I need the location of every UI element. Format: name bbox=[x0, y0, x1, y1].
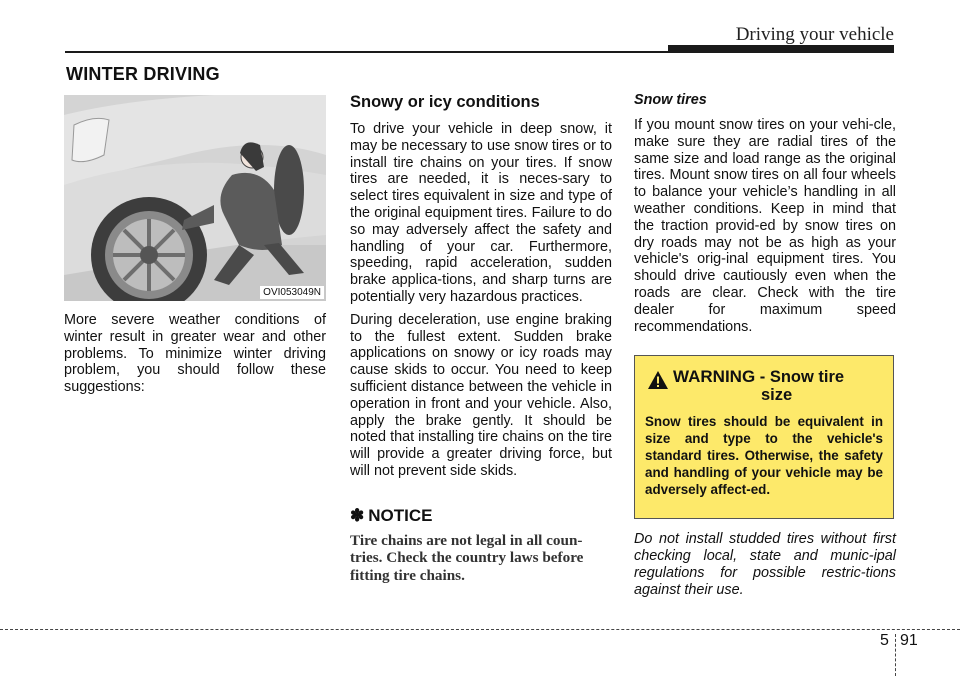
image-code-label: OVI053049N bbox=[260, 286, 324, 299]
column-left bbox=[64, 95, 326, 396]
running-header-title: Driving your vehicle bbox=[735, 24, 894, 45]
warning-label: WARNING bbox=[673, 367, 756, 387]
notice-label: NOTICE bbox=[368, 505, 433, 525]
warning-triangle-icon bbox=[647, 370, 669, 390]
footer-divider bbox=[895, 634, 897, 676]
tire-chain-illustration bbox=[64, 95, 326, 301]
snow-tires-paragraph: If you mount snow tires on your vehi-cle, make sure they are radial tires of the same size and load range as the original tires. Mount snow tires on all four wheels to balance your vehicle’s handling in all weather conditions. Keep in mind that the traction provid-ed by snow tires on dry roads may not be as high as your vehicle's orig-inal equipment tires. You should drive cautiously even when the roads are clear. Check with the tire dealer for maximum speed recommendations. bbox=[634, 117, 896, 335]
snowy-icy-paragraph-1: To drive your vehicle in deep snow, it may be necessary to use snow tires or to install tire chains on your tires. If snow tires are needed, it is neces-sary to select tires equivalent in size and type of the original equipment tires. Failure to do so may adversely affect the safety and handling of your car. Furthermore, speeding, rapid acceleration, sudden brake applica-tions, and sharp turns are potentially very hazardous practices. bbox=[350, 121, 612, 305]
warning-header bbox=[645, 368, 883, 404]
column-middle bbox=[350, 93, 612, 584]
warning-subject-line-1: - Snow tire bbox=[759, 368, 845, 387]
column-right bbox=[634, 92, 896, 599]
warning-text: Snow tires should be equivalent in size and type to the vehicle's standard tires. Otherwise, the safety and handling of your vehicle may be adversely affect-ed. bbox=[645, 414, 883, 498]
notice-heading bbox=[350, 506, 612, 526]
footer-rule bbox=[0, 629, 960, 630]
warning-subject-line-2: size bbox=[760, 386, 793, 405]
header-rule bbox=[65, 51, 670, 53]
header-rule-bar bbox=[668, 45, 894, 53]
warning-title bbox=[673, 368, 844, 404]
page-number: 91 bbox=[900, 632, 918, 649]
asterisk-icon: ✽ bbox=[350, 505, 365, 525]
studded-tires-note: Do not install studded tires without first checking local, state and munic-ipal regulations for possible restric-tions against their use. bbox=[634, 531, 896, 598]
snowy-icy-heading: Snowy or icy conditions bbox=[350, 93, 540, 111]
snowy-icy-paragraph-2: During deceleration, use engine braking to the fullest extent. Sudden brake applications on snowy or icy roads may cause skids to occur. You need to keep sufficient distance between the vehicle in operation in front and your vehicle. Also, apply the brake gently. It should be noted that installing tire chains on the tire will provide a greater driving force, but will not prevent side skids. bbox=[350, 311, 612, 479]
intro-paragraph: More severe weather conditions of winter result in greater wear and other problems. To minimize winter driving problem, you should follow these suggestions: bbox=[64, 312, 326, 396]
section-title: WINTER DRIVING bbox=[66, 64, 220, 84]
snow-tires-heading: Snow tires bbox=[634, 92, 707, 108]
chapter-number: 5 bbox=[880, 632, 889, 649]
warning-box bbox=[634, 355, 894, 519]
car-wheel-woman-illustration bbox=[64, 95, 326, 301]
notice-text: Tire chains are not legal in all coun-tries. Check the country laws before fitting tire chains. bbox=[350, 531, 584, 584]
